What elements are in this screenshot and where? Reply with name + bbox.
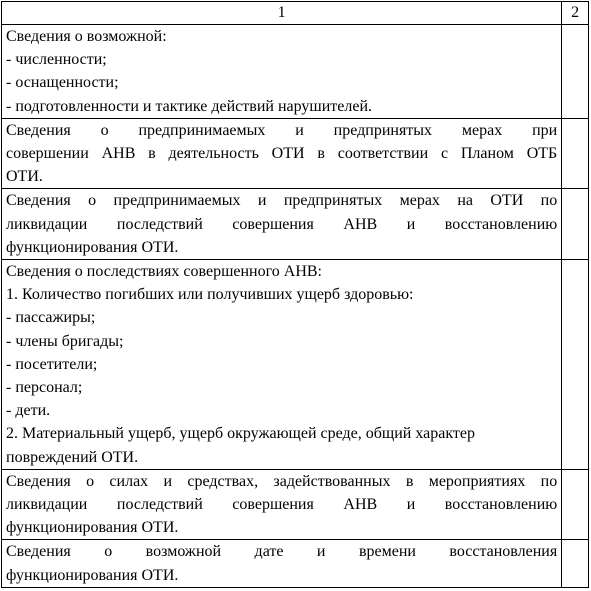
table-row bbox=[2, 540, 589, 587]
row-5-line-2: ликвидации последствий совершения АНВ и восстановлению bbox=[6, 496, 558, 514]
row-1-value bbox=[562, 25, 589, 119]
row-1-line-4: - подготовленности и тактике действий нарушителей. bbox=[6, 97, 373, 115]
row-4-line-4: - члены бригады; bbox=[6, 332, 124, 350]
row-2-line-2: совершении АНВ в деятельность ОТИ в соответствии с Планом ОТБ bbox=[6, 145, 558, 163]
row-6-line-2: функционирования ОТИ. bbox=[6, 566, 179, 584]
row-4-line-6: - персонал; bbox=[6, 379, 83, 397]
row-5-value bbox=[562, 469, 589, 540]
row-3-line-1: Сведения о предпринимаемых и предпринятых мерах на ОТИ по bbox=[6, 192, 558, 210]
row-4-line-8: 2. Материальный ущерб, ущерб окружающей среде, общий характер bbox=[6, 425, 476, 443]
table-row bbox=[2, 260, 589, 470]
row-6-description bbox=[2, 540, 562, 587]
row-2-line-3: ОТИ. bbox=[6, 168, 43, 186]
row-3-line-3: функционирования ОТИ. bbox=[6, 238, 179, 256]
table-header-row bbox=[2, 2, 589, 25]
row-4-line-1: Сведения о последствиях совершенного АНВ: bbox=[6, 263, 322, 281]
row-1-description bbox=[2, 25, 562, 119]
row-4-line-9: повреждений ОТИ. bbox=[6, 448, 139, 466]
table-row bbox=[2, 189, 589, 260]
row-4-line-3: - пассажиры; bbox=[6, 309, 96, 327]
row-1-line-1: Сведения о возможной: bbox=[6, 28, 167, 45]
table-row bbox=[2, 469, 589, 540]
row-4-value bbox=[562, 260, 589, 470]
row-4-line-5: - посетители; bbox=[6, 355, 98, 373]
table-row bbox=[2, 118, 589, 189]
row-3-description bbox=[2, 189, 562, 260]
row-5-description bbox=[2, 469, 562, 540]
row-5-line-3: функционирования ОТИ. bbox=[6, 519, 179, 537]
table-row bbox=[2, 25, 589, 119]
row-6-value bbox=[562, 540, 589, 587]
column-header-2: 2 bbox=[562, 2, 589, 25]
row-1-line-3: - оснащенности; bbox=[6, 74, 119, 92]
column-header-1: 1 bbox=[2, 2, 562, 25]
row-2-value bbox=[562, 118, 589, 189]
row-4-line-2: 1. Количество погибших или получивших ущерб здоровью: bbox=[6, 286, 414, 304]
row-2-line-1: Сведения о предпринимаемых и предпринятых мерах при bbox=[6, 121, 558, 139]
row-5-line-1: Сведения о силах и средствах, задействованных в мероприятиях по bbox=[6, 472, 558, 490]
row-4-line-7: - дети. bbox=[6, 402, 51, 420]
row-2-description bbox=[2, 118, 562, 189]
row-6-line-1: Сведения о возможной дате и времени восстановления bbox=[6, 543, 558, 561]
row-3-line-2: ликвидации последствий совершения АНВ и восстановлению bbox=[6, 215, 558, 233]
info-table bbox=[1, 1, 589, 588]
row-1-line-2: - численности; bbox=[6, 51, 107, 69]
row-4-description bbox=[2, 260, 562, 470]
row-3-value bbox=[562, 189, 589, 260]
